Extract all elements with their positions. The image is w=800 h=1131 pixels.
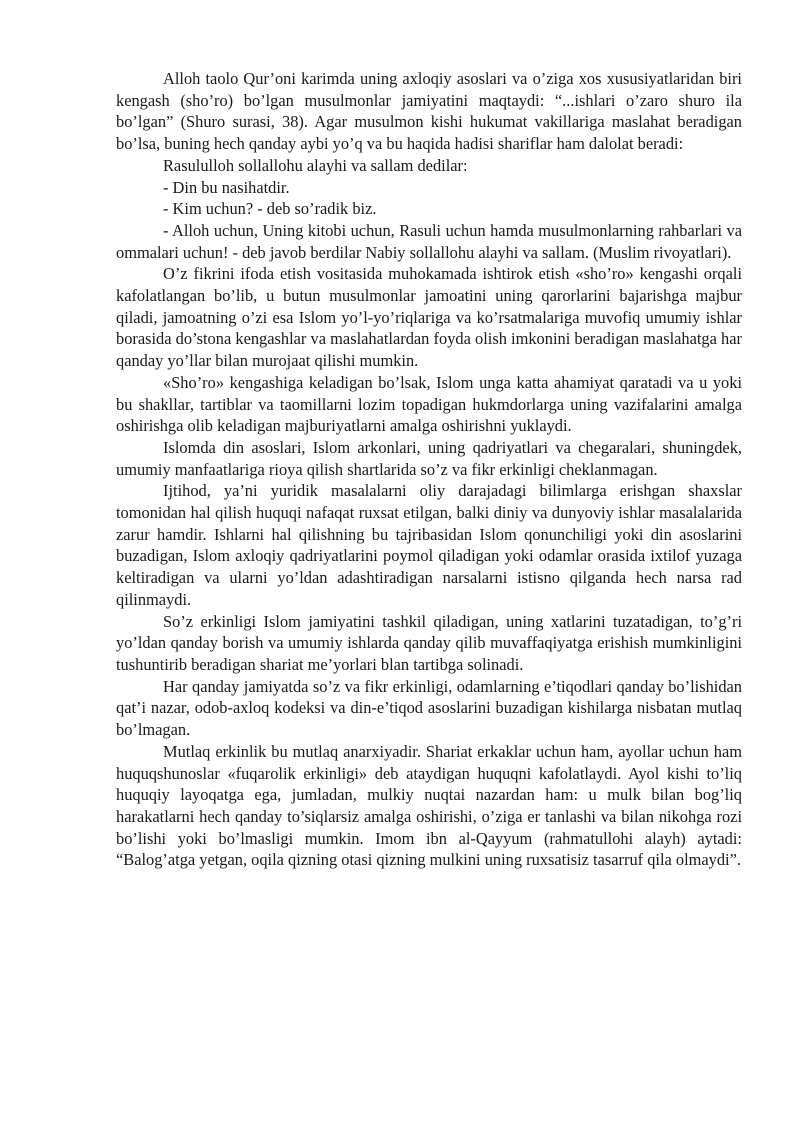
paragraph-freedom-limits: Islomda din asoslari, Islom arkonlari, uning qadriyatlari va chegaralari, shuningdek, umumiy manfaatlariga rioya qilish shartlarida so’z va fikr erkinligi cheklanmagan. [116, 437, 742, 479]
paragraph-hadith-line-3: - Alloh uchun, Uning kitobi uchun, Rasuli uchun hamda musulmonlarning rahbarlari va ommalari uchun! - deb javob berdilar Nabiy sollallohu alayhi va sallam. (Muslim rivoyatlari). [116, 220, 742, 262]
paragraph-shuro-intro: Alloh taolo Qur’oni karimda uning axloqiy asoslari va o’ziga xos xususiyatlaridan biri kengash (sho’ro) bo’lgan musulmonlar jamiyatini maqtaydi: “...ishlari o’zaro shuro ila bo’lgan” (Shuro surasi, 38). Agar musulmon kishi hukumat vakillariga maslahat beradigan bo’lsa, buning hech qanday aybi yo’q va bu haqida hadisi shariflar ham dalolat beradi: [116, 69, 742, 154]
paragraph-expression: O’z fikrini ifoda etish vositasida muhokamada ishtirok etish «sho’ro» kengashi orqali kafolatlangan bo’lib, u butun musulmonlar jamoatini uning qarorlarini bajarishga majbur qiladi, jamoatning o’zi esa Islom yo’l-yo’riqlariga va ko’rsatmalariga muvofiq umumiy ishlar borasida do’stona kengashlar va maslahatlardan foyda olish imkonini beradigan maslahatga har qanday yo’llar bilan murojaat qilishi mumkin. [116, 264, 742, 371]
paragraph-hadith-intro: Rasululloh sollallohu alayhi va sallam dedilar: [163, 155, 468, 175]
paragraph-hadith-line-1: - Din bu nasihatdir. [163, 177, 290, 197]
document-page [116, 68, 742, 871]
paragraph-speech-freedom: So’z erkinligi Islom jamiyatini tashkil qiladigan, uning xatlarini tuzatadigan, to’g’ri yo’ldan qanday borish va umumiy ishlarda qanday qilib muvaffaqiyatga erishish mumkinligini tushuntirib beradigan shariat me’yorlari blan tartibga solinadi. [116, 611, 742, 674]
paragraph-not-absolute: Har qanday jamiyatda so’z va fikr erkinligi, odamlarning e’tiqodlari qanday bo’lishidan qat’i nazar, odob-axloq kodeksi va din-e’tiqod asoslarini buzadigan kishilarga nisbatan mutlaq bo’lmagan. [116, 676, 742, 740]
paragraph-hadith-line-2: - Kim uchun? - deb so’radik biz. [163, 199, 377, 219]
paragraph-absolute-freedom: Mutlaq erkinlik bu mutlaq anarxiyadir. Shariat erkaklar uchun ham, ayollar uchun ham huquqshunoslar «fuqarolik erkinligi» deb ataydigan huquqni kafolatlaydi. Ayol kishi to’liq huquqiy layoqatga ega, jumladan, mulkiy nuqtai nazardan ham: u mulk bilan bog’liq harakatlarni hech qanday to’siqlarsiz amalga oshirishi, o’ziga er tanlashi va bilan nikohga rozi bo’lishi yoki bo’lmasligi mumkin. Imom ibn al-Qayyum (rahmatullohi alayh) aytadi: “Balog’atga yetgan, oqila qizning otasi qizning mulkini uning ruxsatisiz tasarruf qila olmaydi”. [116, 741, 742, 870]
paragraph-ijtihad: Ijtihod, ya’ni yuridik masalalarni oliy darajadagi bilimlarga erishgan shaxslar tomonidan hal qilish huquqi nafaqat ruxsat etilgan, balki diniy va dunyoviy ishlar masalalarida zarur hamdir. Ishlarni hal qilishning bu tajribasidan Islom qonunchiligi yoki din asoslarini buzadigan, Islom axloqiy qadriyatlarini poymol qiladigan yoki odamlar orasida ixtilof yuzaga keltiradigan va ularni yo’ldan adashtiradigan narsalarni istisno qilganda hech narsa rad qilinmaydi. [116, 481, 742, 609]
paragraph-shuro-council: «Sho’ro» kengashiga keladigan bo’lsak, Islom unga katta ahamiyat qaratadi va u yoki bu shakllar, tartiblar va taomillarni lozim topadigan hukmdorlarga uning vazifalarini amalga oshirishga olib keladigan majburiyatlarni amalga oshirishni yuklaydi. [116, 372, 742, 436]
